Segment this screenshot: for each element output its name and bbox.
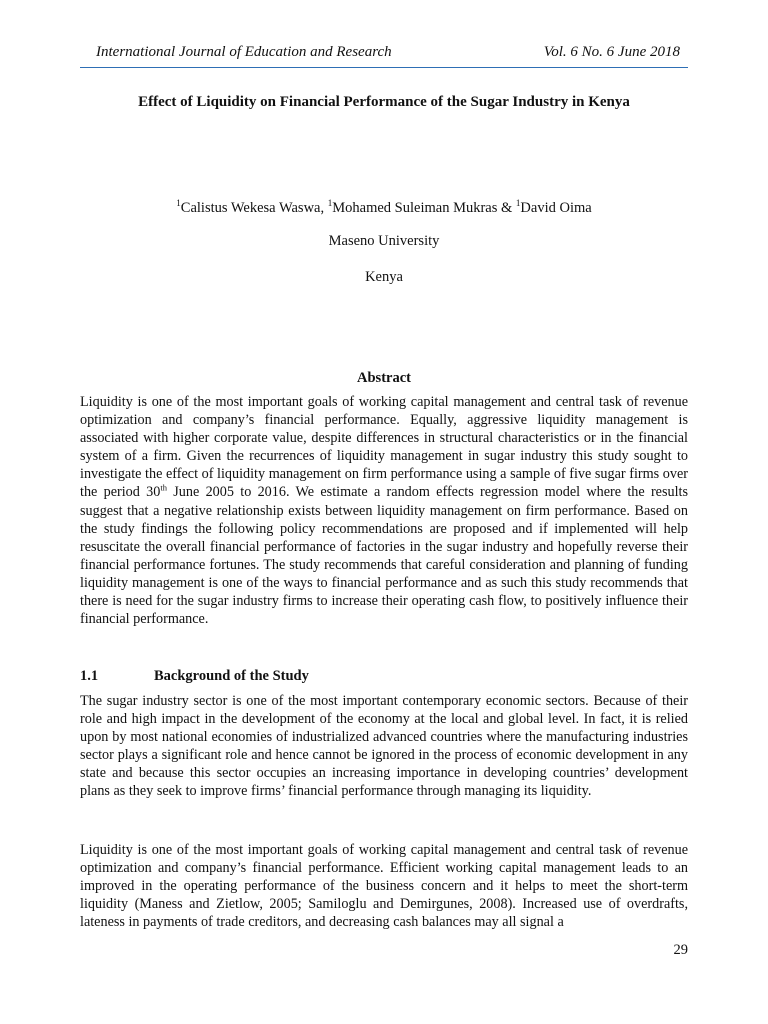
- author-name: Calistus Wekesa Waswa,: [180, 199, 328, 216]
- background-paragraph-1: The sugar industry sector is one of the most important contemporary economic sectors. Because of their role and high impact in the development of the economy at the local and global level. In fact, it is relied upon by most national economies of industrialized advanced countries where the manufacturing industries sector plays a significant role and hence cannot be ignored in the process of economic development in any state and because this sector occupies an increasing importance in developing countries’ development plans as they seek to improve firms’ financial performance through managing its liquidity.: [80, 693, 688, 800]
- affiliation-country: Kenya: [365, 269, 403, 285]
- ordinal-suffix: th: [160, 482, 167, 493]
- running-header: [80, 44, 688, 61]
- author-affil-mark: 1: [515, 198, 521, 208]
- section-heading: [80, 668, 688, 685]
- author-list: [80, 198, 688, 217]
- abstract-heading: Abstract: [357, 370, 411, 386]
- author-affil-mark: 1: [327, 198, 333, 208]
- abstract-text-part1: Liquidity is one of the most important goals of working capital management and central task of revenue optimization and company’s financial performance. Equally, aggressive liquidity management is associated with higher corporate value, despite differences in structural characteristics or in the financial system of a firm. Given the recurrences of liquidity management in sugar industry this study sought to investigate the effect of liquidity management on firm performance using a sample of five sugar firms over the period 30: [80, 394, 688, 501]
- abstract-body: [80, 393, 688, 628]
- header-divider: [80, 67, 688, 68]
- affiliation-university: Maseno University: [328, 233, 440, 249]
- background-paragraph-2: Liquidity is one of the most important goals of working capital management and central task of revenue optimization and company’s financial performance. Efficient working capital management leads to an improved in the operating performance of the business concern and it helps to meet the short-term liquidity (Maness and Zietlow, 2005; Samiloglu and Demirgunes, 2008). Increased use of overdrafts, lateness in payments of trade creditors, and decreasing cash balances may all signal a: [80, 842, 688, 931]
- author-affil-mark: 1: [176, 198, 181, 208]
- section-title: Background of the Study: [154, 668, 309, 684]
- author-name: David Oima: [520, 199, 592, 216]
- section-number: 1.1: [80, 668, 99, 684]
- page-number: 29: [673, 942, 688, 958]
- paper-title: Effect of Liquidity on Financial Performance of the Sugar Industry in Kenya: [138, 94, 630, 110]
- abstract-text-part2: June 2005 to 2016. We estimate a random effects regression model where the results suggest that a negative relationship exists between liquidity management on firm performance. Based on the study findings the following policy recommendations are proposed and if implemented will help resuscitate the overall financial performance of factories in the sugar industry and hopefully reverse their financial performance fortunes. The study recommends that careful consideration and planning of funding liquidity management is one of the ways to financial performance and as such this study recommends that there is need for the sugar industry firms to increase their operating cash flow, to positively influence their financial performance.: [80, 484, 689, 628]
- author-name: Mohamed Suleiman Mukras &: [332, 199, 516, 216]
- volume-info: Vol. 6 No. 6 June 2018: [543, 44, 680, 60]
- journal-name: International Journal of Education and Research: [96, 44, 392, 60]
